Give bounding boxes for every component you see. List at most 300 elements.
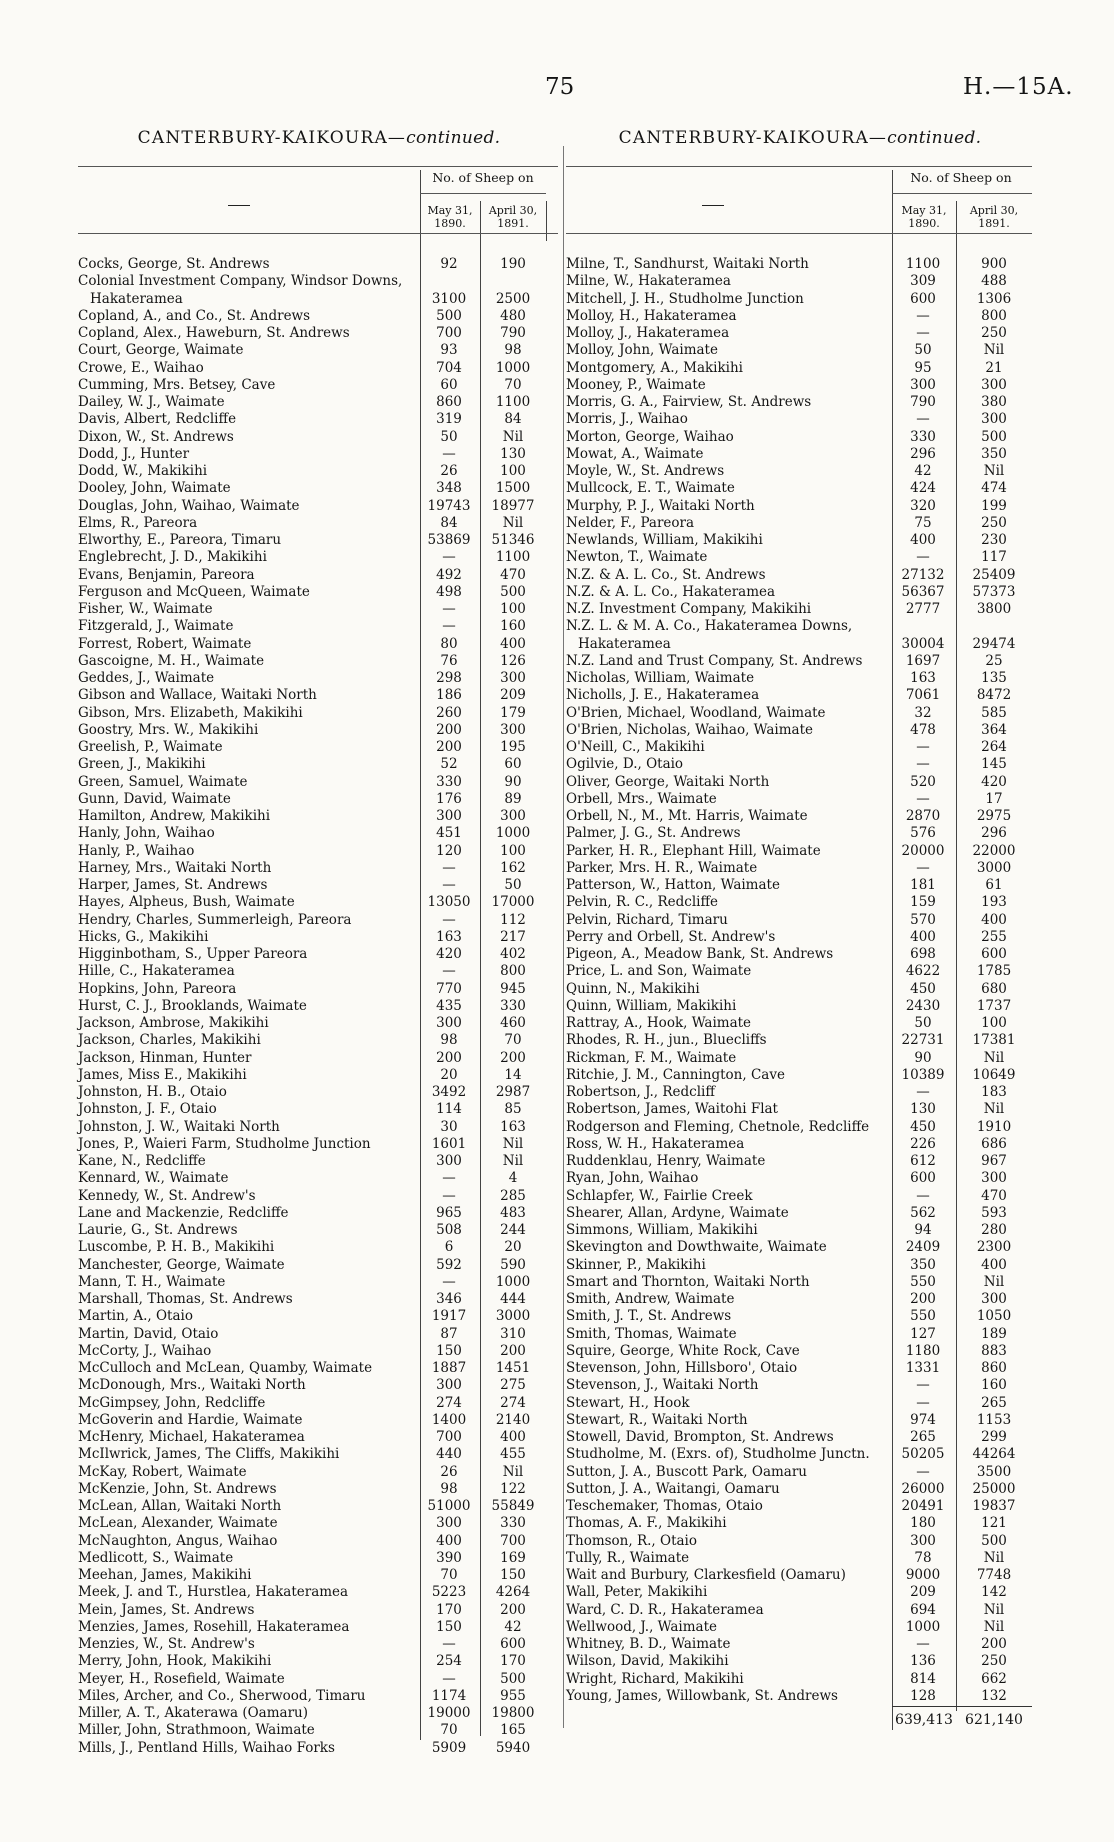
table-row: [78, 843, 560, 860]
sheep-count-1890: —: [916, 756, 930, 773]
sheep-count-1890: 87: [440, 1325, 458, 1342]
table-row: [78, 1567, 560, 1584]
sheep-count-1890: 30: [440, 1118, 458, 1135]
sheep-count-1891: 1737: [976, 997, 1012, 1014]
sheep-count-1891: 160: [500, 618, 526, 635]
table-row: [566, 1360, 1034, 1377]
sheep-count-1891: 244: [500, 1222, 526, 1238]
table-row: [78, 1239, 560, 1256]
table-row: [566, 998, 1034, 1015]
sheep-count-1890: —: [916, 1463, 930, 1480]
table-row: [566, 480, 1034, 497]
sheep-count-1890: 400: [436, 1532, 462, 1549]
table-row: [566, 877, 1034, 894]
table-row: [78, 1205, 560, 1222]
owner-name: Dodd, J., Hunter: [78, 445, 190, 462]
sheep-count-1890: 20000: [901, 842, 945, 859]
sheep-count-1891: 10649: [972, 1066, 1016, 1083]
page-number: 75: [545, 74, 575, 100]
sheep-count-1891: 1306: [976, 290, 1012, 307]
sheep-count-1891: 800: [981, 307, 1007, 324]
owner-name: Merry, John, Hook, Makikihi: [78, 1653, 272, 1670]
table-row: [78, 1429, 560, 1446]
sheep-count-1890: 592: [436, 1256, 462, 1273]
table-row: [78, 1550, 560, 1567]
owner-name: Jackson, Hinman, Hunter: [78, 1049, 252, 1066]
sheep-count-1891: 250: [981, 1653, 1007, 1670]
sheep-count-1891: 200: [500, 1601, 526, 1618]
sheep-count-1890: 50: [914, 1015, 932, 1031]
owner-name: Teschemaker, Thomas, Otaio: [566, 1498, 763, 1514]
table-row: [78, 1636, 560, 1653]
table-row: [78, 946, 560, 963]
owner-name: Schlapfer, W., Fairlie Creek: [566, 1187, 753, 1204]
sheep-count-1890: —: [916, 739, 930, 755]
sheep-count-1891: Nil: [983, 342, 1005, 359]
section-title: [566, 128, 1034, 148]
table-row: [566, 394, 1034, 411]
sheep-count-1891: 230: [981, 532, 1007, 548]
sheep-count-1891: 264: [981, 739, 1007, 755]
sheep-count-1890: 770: [436, 980, 462, 997]
table-row: [78, 567, 560, 584]
owner-name: Stowell, David, Brompton, St. Andrews: [566, 1429, 834, 1445]
sheep-count-1891: 130: [500, 445, 526, 462]
table-row: [78, 1671, 560, 1688]
table-row: [78, 1032, 560, 1049]
sheep-count-1891: 274: [500, 1394, 526, 1411]
table-row: [566, 601, 1034, 618]
sheep-count-1890: 390: [436, 1549, 462, 1566]
owner-name: Wright, Richard, Makikihi: [566, 1670, 744, 1687]
owner-name: Evans, Benjamin, Pareora: [78, 566, 255, 583]
sheep-count-1891: 300: [500, 721, 526, 738]
owner-name: Young, James, Willowbank, St. Andrews: [566, 1687, 838, 1704]
sheep-count-1890: 200: [436, 1049, 462, 1066]
sheep-count-1891: 3500: [976, 1463, 1012, 1480]
sheep-count-1890: 60: [440, 376, 458, 393]
table-row: [78, 1584, 560, 1601]
sheep-count-1891: Nil: [502, 1135, 524, 1152]
owner-name: N.Z. Land and Trust Company, St. Andrews: [566, 652, 863, 669]
sheep-count-1891: Nil: [983, 1618, 1005, 1635]
table-row: [566, 1446, 1034, 1463]
sheep-count-1891: 189: [981, 1325, 1007, 1342]
sheep-count-1890: 5909: [431, 1739, 467, 1756]
sheep-count-1890: 298: [436, 670, 462, 686]
owner-name: Marshall, Thomas, St. Andrews: [78, 1291, 293, 1307]
sheep-count-1891: 955: [500, 1687, 526, 1704]
sheep-count-1891: 380: [981, 394, 1007, 410]
sheep-count-1890: —: [442, 1273, 456, 1290]
table-row: [566, 308, 1034, 325]
owner-name: Fitzgerald, J., Waimate: [78, 618, 234, 635]
table-row: [78, 1722, 560, 1739]
sheep-count-1890: 790: [910, 394, 936, 410]
owner-name: Ritchie, J. M., Cannington, Cave: [566, 1066, 785, 1083]
sheep-count-1890: 98: [440, 1032, 458, 1049]
sheep-count-1890: 200: [436, 739, 462, 755]
owner-name: Nicholas, William, Waimate: [566, 670, 755, 686]
sheep-count-1891: 170: [500, 1653, 526, 1670]
sheep-count-1890: 93: [440, 342, 458, 359]
table-row: [78, 1050, 560, 1067]
owner-name: Ogilvie, D., Otaio: [566, 756, 684, 773]
sheep-count-1890: 98: [440, 1480, 458, 1497]
table-row: [78, 1170, 560, 1187]
table-row: [566, 1326, 1034, 1343]
sheep-count-1891: 250: [981, 325, 1007, 341]
table-row: [566, 1153, 1034, 1170]
sheep-count-1890: 150: [436, 1618, 462, 1635]
sheep-count-1890: 95: [914, 359, 932, 376]
table-row: [78, 877, 560, 894]
table-row: [78, 584, 560, 601]
table-row: [566, 584, 1034, 601]
table-row: [566, 670, 1034, 687]
sheep-count-1890: 20491: [901, 1498, 945, 1514]
sheep-count-1891: 480: [500, 307, 526, 324]
owner-name: Mann, T. H., Waimate: [78, 1273, 226, 1290]
sheep-count-1890: 600: [910, 1170, 936, 1187]
sheep-count-1890: 500: [436, 307, 462, 324]
sheep-count-1891: 42: [504, 1618, 522, 1635]
owner-name: Newlands, William, Makikihi: [566, 532, 763, 548]
sheep-count-1890: 27132: [901, 566, 945, 583]
table-row: [78, 929, 560, 946]
table-row: [78, 1619, 560, 1636]
table-row: [566, 532, 1034, 549]
sheep-count-1891: 61: [985, 877, 1003, 893]
sheep-count-1890: 300: [436, 1377, 462, 1394]
sheep-count-1890: 5223: [431, 1584, 467, 1601]
owner-name: Meyer, H., Rosefield, Waimate: [78, 1670, 285, 1687]
table-row: [78, 549, 560, 566]
owner-name: O'Brien, Nicholas, Waihao, Waimate: [566, 721, 813, 738]
table-row: [78, 808, 560, 825]
sheep-count-1891: 455: [500, 1446, 526, 1463]
owner-name: Skinner, P., Makikihi: [566, 1256, 706, 1273]
sheep-count-1891: 402: [500, 946, 526, 962]
header-date-1891: April 30, 1891.: [969, 204, 1019, 230]
table-row: [566, 1205, 1034, 1222]
owner-name: McDonough, Mrs., Waitaki North: [78, 1377, 306, 1394]
owner-name: Meehan, James, Makikihi: [78, 1567, 252, 1583]
owner-name: Thomson, R., Otaio: [566, 1532, 697, 1549]
sheep-count-1891: 121: [981, 1515, 1007, 1532]
table-row: [78, 429, 560, 446]
column-rule: [546, 201, 547, 241]
table-row: [78, 1533, 560, 1550]
owner-name: Kennard, W., Waimate: [78, 1170, 229, 1187]
sheep-count-1891: 183: [981, 1084, 1007, 1100]
owner-name: McLean, Alexander, Waimate: [78, 1515, 278, 1532]
sheep-count-1890: 400: [910, 532, 936, 548]
table-row: [566, 1222, 1034, 1239]
sheep-count-1890: —: [442, 859, 456, 876]
owner-name: Pigeon, A., Meadow Bank, St. Andrews: [566, 946, 834, 962]
owner-name: Miles, Archer, and Co., Sherwood, Timaru: [78, 1687, 366, 1704]
table-row: [566, 1688, 1034, 1705]
owner-name: Sutton, J. A., Waitangi, Oamaru: [566, 1480, 780, 1497]
owner-name: McLean, Allan, Waitaki North: [78, 1498, 282, 1514]
table-row: [566, 256, 1034, 273]
sheep-count-1891: 1000: [495, 1273, 531, 1290]
owner-name: Thomas, A. F., Makikihi: [566, 1515, 727, 1532]
table-row: [78, 1740, 560, 1757]
sheep-count-1890: 492: [436, 566, 462, 583]
table-row: [78, 1188, 560, 1205]
owner-name: Elworthy, E., Pareora, Timaru: [78, 532, 282, 548]
sheep-count-1891: 600: [500, 1636, 526, 1652]
sheep-count-1890: —: [916, 1394, 930, 1411]
sheep-count-1891: 51346: [491, 532, 535, 548]
sheep-count-1891: 488: [981, 273, 1007, 290]
owner-name: Mein, James, St. Andrews: [78, 1601, 255, 1618]
sheep-count-1891: 25000: [972, 1480, 1016, 1497]
sheep-count-1891: 470: [500, 566, 526, 583]
sheep-count-1890: 120: [436, 842, 462, 859]
sheep-count-1890: 1887: [431, 1360, 467, 1376]
table-row: [78, 670, 560, 687]
sheep-count-1890: 209: [910, 1584, 936, 1601]
sheep-count-1891: 17000: [491, 894, 535, 911]
name-header-dash: [228, 205, 250, 206]
table-row: [78, 1153, 560, 1170]
owner-name: Parker, Mrs. H. R., Waimate: [566, 859, 758, 876]
sheep-count-1890: —: [916, 325, 930, 341]
owner-name: Robertson, James, Waitohi Flat: [566, 1101, 778, 1118]
sheep-count-1891: 945: [500, 980, 526, 997]
sheep-count-1890: 150: [436, 1342, 462, 1359]
sheep-count-1891: 2987: [495, 1084, 531, 1100]
table-row: [566, 1291, 1034, 1308]
owner-name: James, Miss E., Makikihi: [78, 1066, 247, 1083]
sheep-count-1890: 562: [910, 1204, 936, 1221]
table-row: [78, 1274, 560, 1291]
sheep-count-1891: 145: [981, 756, 1007, 773]
owner-name: Price, L. and Son, Waimate: [566, 963, 752, 980]
sheep-count-1890: 1000: [905, 1618, 941, 1635]
sheep-count-1891: 17: [985, 790, 1003, 807]
table-row: [78, 1515, 560, 1532]
owner-name: Nicholls, J. E., Hakateramea: [566, 687, 760, 704]
owner-name: Morris, J., Waihao: [566, 411, 688, 428]
table-row: [78, 825, 560, 842]
table-row: [78, 256, 560, 273]
sheep-count-1890: —: [442, 1670, 456, 1687]
sheep-count-1891: 209: [500, 687, 526, 704]
table-row: [78, 1395, 560, 1412]
owner-name: Gibson and Wallace, Waitaki North: [78, 687, 317, 704]
owner-name: N.Z. L. & M. A. Co., Hakateramea Downs, Hakateramea: [566, 618, 853, 652]
sheep-count-1891: 400: [981, 911, 1007, 928]
owner-name: Martin, A., Otaio: [78, 1308, 193, 1325]
total-1890: 639,413: [895, 1712, 953, 1728]
sheep-count-1890: 26: [440, 1463, 458, 1480]
owner-name: Smith, J. T., St. Andrews: [566, 1308, 732, 1325]
owner-name: Studholme, M. (Exrs. of), Studholme Junctn.: [566, 1446, 870, 1463]
sheep-count-1891: 19837: [972, 1498, 1016, 1514]
sheep-count-1891: 14: [504, 1066, 522, 1083]
owner-name: Morris, G. A., Fairview, St. Andrews: [566, 394, 812, 410]
table-row: [566, 653, 1034, 670]
sheep-count-1890: 2409: [905, 1239, 941, 1256]
sheep-count-1891: 280: [981, 1222, 1007, 1238]
table-row: [566, 429, 1034, 446]
owner-name: Copland, Alex., Haweburn, St. Andrews: [78, 325, 350, 341]
sheep-count-1890: 163: [436, 928, 462, 945]
owner-name: Mowat, A., Waimate: [566, 445, 704, 462]
sheep-count-1890: 300: [910, 1532, 936, 1549]
owner-name: Smith, Andrew, Waimate: [566, 1291, 735, 1307]
owner-name: Colonial Investment Company, Windsor Downs, Hakateramea: [78, 273, 403, 307]
header-rule: [78, 166, 558, 167]
sheep-count-1891: Nil: [983, 463, 1005, 479]
owner-name: Davis, Albert, Redcliffe: [78, 411, 237, 428]
owner-name: Ruddenklau, Henry, Waimate: [566, 1153, 766, 1169]
table-row: [78, 912, 560, 929]
table-row: [78, 1446, 560, 1463]
sheep-count-1890: 300: [436, 808, 462, 824]
owner-name: Jones, P., Waieri Farm, Studholme Junction: [78, 1135, 371, 1152]
table-row: [78, 1481, 560, 1498]
owner-name: Medlicott, S., Waimate: [78, 1549, 234, 1566]
sheep-count-1890: —: [916, 411, 930, 428]
table-row: [566, 981, 1034, 998]
sheep-count-1890: 200: [436, 721, 462, 738]
table-row: [566, 808, 1034, 825]
sheep-count-1891: 55849: [491, 1498, 535, 1514]
owner-name: Crowe, E., Waihao: [78, 359, 204, 376]
sheep-count-1890: 1400: [431, 1411, 467, 1428]
sheep-count-1891: 165: [500, 1722, 526, 1739]
sheep-count-1891: 132: [981, 1687, 1007, 1704]
sheep-count-1891: 22000: [972, 842, 1016, 859]
table-row: [78, 463, 560, 480]
sheep-count-1891: 300: [500, 808, 526, 824]
sheep-count-1891: 300: [500, 670, 526, 686]
table-row: [78, 308, 560, 325]
sheep-count-1890: 94: [914, 1222, 932, 1238]
sheep-count-1890: 698: [910, 946, 936, 962]
sheep-count-1891: 2300: [976, 1239, 1012, 1256]
sheep-count-1890: 704: [436, 359, 462, 376]
sheep-count-1890: 20: [440, 1066, 458, 1083]
sheep-count-1891: 275: [500, 1377, 526, 1394]
sheep-count-1891: Nil: [983, 1601, 1005, 1618]
owner-name: Harney, Mrs., Waitaki North: [78, 859, 272, 876]
sheep-count-1890: 498: [436, 583, 462, 600]
sheep-count-1890: 186: [436, 687, 462, 704]
table-row: [78, 1464, 560, 1481]
sheep-count-1890: 300: [436, 1515, 462, 1532]
sheep-count-1891: 57373: [972, 583, 1016, 600]
sheep-count-1890: 435: [436, 997, 462, 1014]
table-row: [566, 912, 1034, 929]
table-row: [78, 1653, 560, 1670]
sheep-count-1891: 200: [500, 1049, 526, 1066]
sheep-count-1890: 19000: [427, 1705, 471, 1721]
table-row: [78, 394, 560, 411]
table-row: [566, 1515, 1034, 1532]
sheep-count-1891: 1100: [495, 549, 531, 566]
table-row: [78, 1084, 560, 1101]
sheep-count-1891: 1000: [495, 359, 531, 376]
sheep-count-1891: Nil: [502, 428, 524, 445]
owner-name: Skevington and Dowthwaite, Waimate: [566, 1239, 827, 1256]
sheep-count-1891: 4: [508, 1170, 518, 1187]
sheep-count-1890: 50: [440, 428, 458, 445]
sheep-count-1891: Nil: [502, 1153, 524, 1169]
table-row: [566, 342, 1034, 359]
sheep-count-1891: 142: [981, 1584, 1007, 1601]
owner-name: Harper, James, St. Andrews: [78, 877, 268, 893]
table-row: [78, 739, 560, 756]
owner-name: Pelvin, Richard, Timaru: [566, 911, 728, 928]
table-row: [566, 946, 1034, 963]
sheep-count-1890: —: [442, 877, 456, 893]
owner-name: Ferguson and McQueen, Waimate: [78, 583, 310, 600]
sheep-count-1891: 126: [500, 652, 526, 669]
sheep-count-1891: 1153: [976, 1411, 1012, 1428]
total-rule: [892, 1706, 1032, 1707]
sheep-count-1890: —: [916, 790, 930, 807]
table-row: [566, 1032, 1034, 1049]
owner-name: Nelder, F., Pareora: [566, 514, 695, 531]
sheep-count-1891: 800: [500, 963, 526, 980]
sheep-count-1890: 600: [910, 290, 936, 307]
sheep-count-1890: 176: [436, 790, 462, 807]
sheep-count-1891: 89: [504, 790, 522, 807]
table-row: [566, 963, 1034, 980]
sheep-count-1890: 13050: [427, 894, 471, 911]
table-row: [78, 1326, 560, 1343]
owner-name: Ward, C. D. R., Hakateramea: [566, 1601, 764, 1618]
sheep-count-1890: 965: [436, 1204, 462, 1221]
section-title-main: CANTERBURY-KAIKOURA—: [137, 128, 407, 148]
sheep-count-1890: 350: [910, 1256, 936, 1273]
sheep-count-1890: 4622: [905, 963, 941, 980]
sheep-count-1890: 163: [910, 670, 936, 686]
table-row: [78, 446, 560, 463]
owner-name: O'Neill, C., Makikihi: [566, 739, 705, 755]
sheep-count-1890: 860: [436, 394, 462, 410]
sheep-count-1890: —: [916, 1187, 930, 1204]
table-row: [566, 325, 1034, 342]
table-row: [78, 636, 560, 653]
sheep-count-1890: 80: [440, 635, 458, 652]
owner-name: Palmer, J. G., St. Andrews: [566, 825, 741, 842]
owner-name: Milne, T., Sandhurst, Waitaki North: [566, 256, 809, 272]
header-date-1891: April 30, 1891.: [488, 204, 538, 230]
table-row: [78, 1291, 560, 1308]
sheep-count-1890: 42: [914, 463, 932, 479]
table-row: [78, 342, 560, 359]
table-row: [566, 1050, 1034, 1067]
table-row: [566, 446, 1034, 463]
table-row: [566, 1602, 1034, 1619]
sheep-count-1891: 310: [500, 1325, 526, 1342]
sheep-count-1891: 2975: [976, 808, 1012, 824]
sheep-count-1890: 127: [910, 1325, 936, 1342]
sheep-count-1891: 1000: [495, 825, 531, 842]
table-row: [566, 1136, 1034, 1153]
header-bottom-rule: [78, 233, 558, 234]
sheep-count-1890: 130: [910, 1101, 936, 1118]
total-1891: 621,140: [965, 1712, 1023, 1728]
sheep-count-1890: 128: [910, 1687, 936, 1704]
